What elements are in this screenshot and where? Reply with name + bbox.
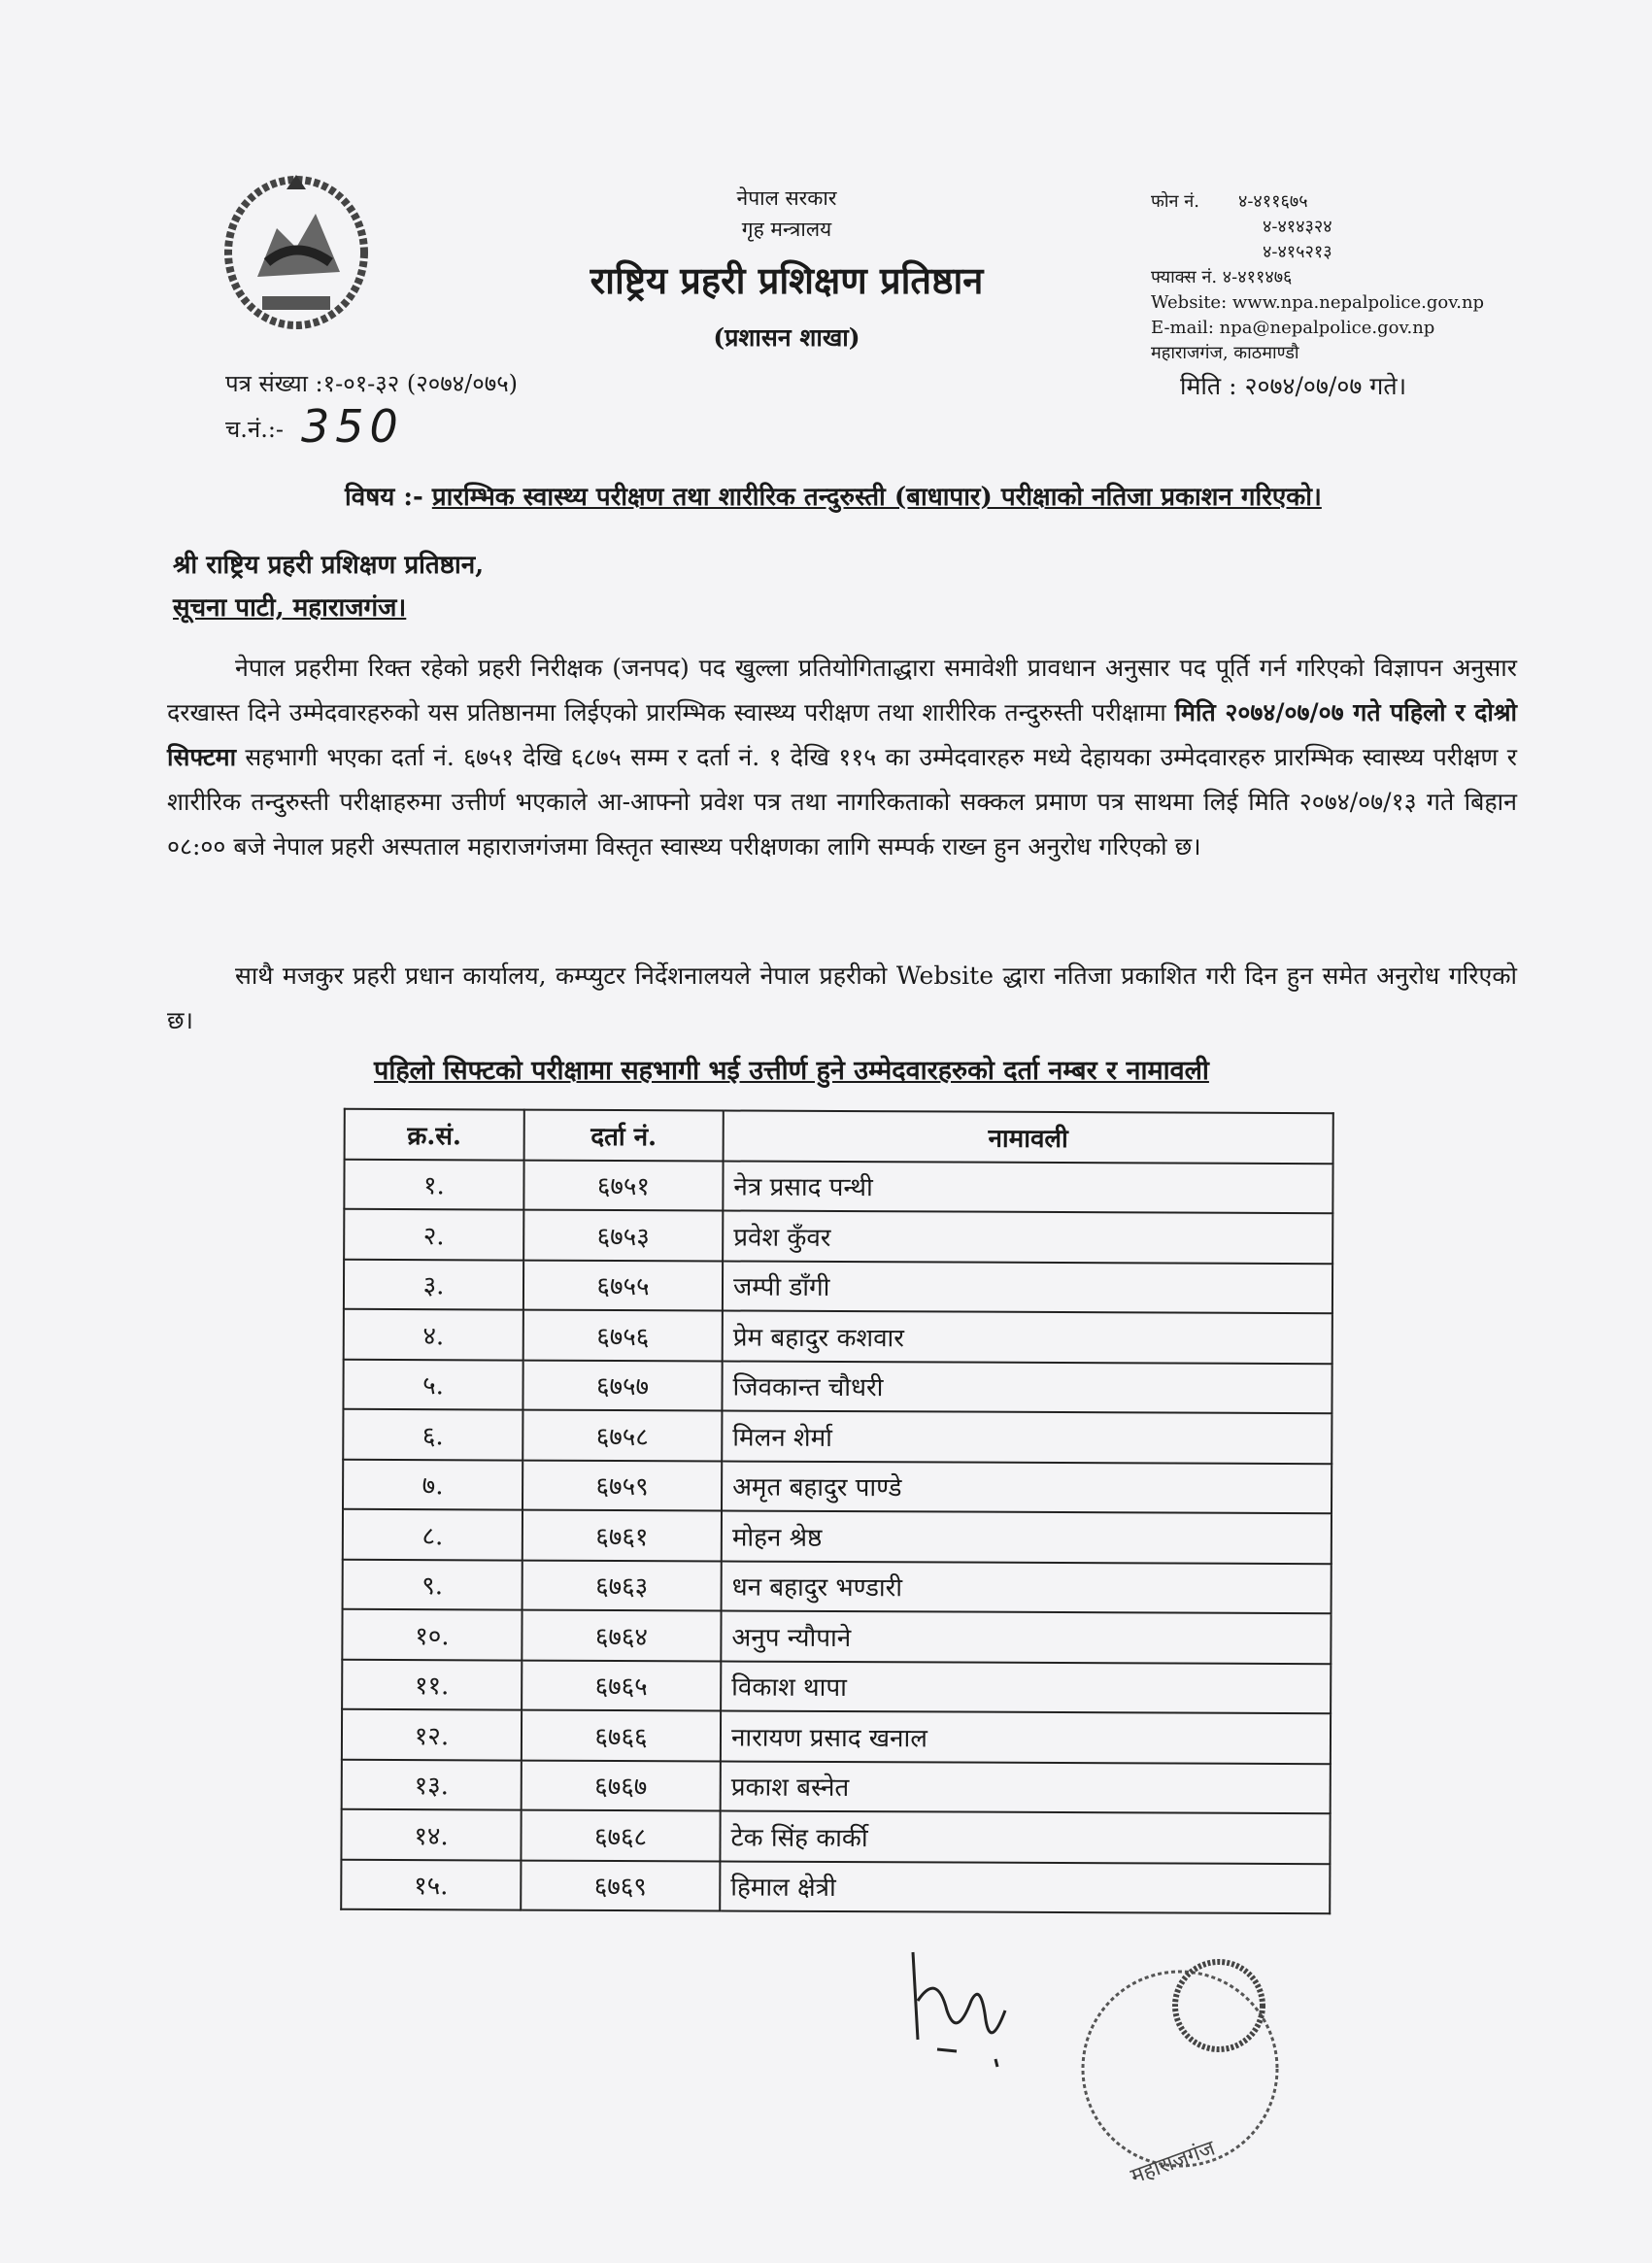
cell-roll-number: ६७५५ bbox=[523, 1260, 723, 1310]
addressee-line-1: श्री राष्ट्रिय प्रहरी प्रशिक्षण प्रतिष्ठान, bbox=[173, 551, 485, 580]
cell-serial: ११. bbox=[342, 1659, 522, 1709]
table-row bbox=[343, 1409, 1332, 1464]
cell-serial: १३. bbox=[342, 1759, 522, 1809]
cell-name: अमृत बहादुर पाण्डे bbox=[722, 1461, 1332, 1513]
cell-roll-number: ६७५७ bbox=[523, 1360, 722, 1410]
table-row bbox=[342, 1759, 1331, 1813]
column-header-name: नामावली bbox=[724, 1110, 1333, 1163]
addressee bbox=[173, 544, 484, 629]
table-row bbox=[341, 1809, 1330, 1864]
subject-text: प्रारम्भिक स्वास्थ्य परीक्षण तथा शारीरिक तन्दुरुस्ती (बाधापार) परीक्षाको नतिजा प्रकाशन गरिएको। bbox=[431, 483, 1322, 512]
cell-name: मिलन शेर्मा bbox=[722, 1410, 1332, 1463]
cell-roll-number: ६७५६ bbox=[523, 1310, 723, 1361]
cell-roll-number: ६७६६ bbox=[522, 1710, 721, 1761]
cell-name: मोहन श्रेष्ठ bbox=[722, 1510, 1332, 1563]
phone-3: ४-४१५२१३ bbox=[1263, 242, 1332, 262]
table-row bbox=[344, 1309, 1332, 1364]
cell-name: प्रकाश बस्नेत bbox=[721, 1761, 1331, 1813]
cell-serial: १४. bbox=[341, 1809, 521, 1860]
results-table bbox=[340, 1108, 1334, 1914]
table-row bbox=[341, 1859, 1330, 1913]
office-stamp bbox=[1073, 1938, 1287, 2200]
email-link[interactable]: E-mail: npa@nepalpolice.gov.np bbox=[1151, 318, 1435, 338]
cell-roll-number: ६७६१ bbox=[523, 1510, 722, 1561]
cell-serial: ४. bbox=[344, 1309, 523, 1360]
table-row bbox=[344, 1259, 1332, 1313]
cell-name: विकाश थापा bbox=[721, 1661, 1331, 1713]
cell-roll-number: ६७६९ bbox=[521, 1860, 720, 1910]
table-row bbox=[343, 1359, 1332, 1413]
letter-number: पत्र संख्या :१-०१-३२ (२०७४/०७५) bbox=[225, 370, 519, 397]
addressee-line-2: सूचना पाटी, महाराजगंज। bbox=[173, 593, 407, 623]
column-header-serial: क्र.सं. bbox=[345, 1109, 524, 1160]
p1-bold-date: मिति २०७४/०७/०७ गते पहिलो र दोश्रो सिफ्टमा bbox=[167, 698, 1518, 771]
cell-roll-number: ६७६३ bbox=[523, 1560, 722, 1610]
table-heading: पहिलो सिफ्टको परीक्षामा सहभागी भई उत्तीर्ण हुने उम्मेदवारहरुको दर्ता नम्बर र नामावली bbox=[374, 1056, 1209, 1086]
subject-label: विषय :- bbox=[345, 483, 423, 512]
cell-name: नेत्र प्रसाद पन्थी bbox=[723, 1161, 1332, 1213]
branch-name: (प्रशासन शाखा) bbox=[713, 323, 860, 352]
phone-1: ४-४११६७५ bbox=[1237, 191, 1308, 212]
p1-part-c: सहभागी भएका दर्ता नं. ६७५१ देखि ६८७५ सम्म र दर्ता नं. १ देखि ११५ का उम्मेदवारहरु मध्ये देहायका उम्मेदवारहरु प्रारम्भिक स्वास्थ्य परीक्षण र शारीरिक तन्दुरुस्ती परीक्षाहरुमा उत्तीर्ण भएकाले आ-आफ्नो प्रवेश पत्र तथा नागरिकताको सक्कल प्रमाण पत्र साथमा लिई मिति २०७४/०७/१३ गते बिहान ०८:०० बजे नेपाल प्रहरी अस्पताल महाराजगंजमा विस्तृत स्वास्थ्य परीक्षणका लागि सम्पर्क राख्न हुन अनुरोध गरिएको छ। bbox=[167, 743, 1517, 861]
organization-title: राष्ट्रिय प्रहरी प्रशिक्षण प्रतिष्ठान bbox=[590, 258, 984, 302]
body-paragraph-2: साथै मजकुर प्रहरी प्रधान कार्यालय, कम्प्युटर निर्देशनालयले नेपाल प्रहरीको Website द्धारा नतिजा प्रकाशित गरी दिन हुन समेत अनुरोध गरिएको छ। bbox=[167, 962, 1517, 1034]
cell-name: हिमाल क्षेत्री bbox=[720, 1861, 1330, 1913]
dispatch-label: च.नं.:- bbox=[225, 416, 285, 443]
cell-serial: ८. bbox=[343, 1509, 523, 1560]
cell-serial: ९. bbox=[343, 1559, 523, 1609]
cell-name: प्रेम बहादुर कशवार bbox=[723, 1310, 1332, 1363]
letter-date: मिति : २०७४/०७/०७ गते। bbox=[1180, 372, 1407, 400]
website-link[interactable]: Website: www.npa.nepalpolice.gov.np bbox=[1151, 292, 1485, 313]
cell-roll-number: ६७६८ bbox=[521, 1810, 720, 1861]
cell-serial: १५. bbox=[341, 1859, 521, 1909]
cell-roll-number: ६७६४ bbox=[522, 1610, 721, 1661]
cell-roll-number: ६७५८ bbox=[523, 1410, 722, 1461]
cell-roll-number: ६७५३ bbox=[523, 1210, 723, 1261]
cell-name: प्रवेश कुँवर bbox=[723, 1210, 1332, 1263]
contact-block bbox=[1151, 189, 1484, 399]
table-row bbox=[344, 1209, 1332, 1264]
dispatch-number-handwritten: 350 bbox=[301, 400, 404, 453]
cell-serial: २. bbox=[344, 1209, 523, 1260]
cell-serial: १०. bbox=[342, 1609, 522, 1660]
cell-serial: ३. bbox=[344, 1259, 523, 1309]
p1-part-a: नेपाल प्रहरीमा रिक्त रहेको प्रहरी निरीक्षक (जनपद) पद खुल्ला प्रतियोगिताद्धारा समावेशी प्रावधान अनुसार पद पूर्ति गर्न गरिएको विज्ञापन अनुसार दरखास्त दिने उम्मेदवारहरुको यस प्रतिष्ठानमा लिईएको प्रारम्भिक स्वास्थ्य परीक्षण तथा शारीरिक तन्दुरुस्ती परीक्षामा bbox=[167, 654, 1517, 726]
fax: फ्याक्स नं. ४-४११४७६ bbox=[1151, 267, 1293, 287]
body-paragraph-1 bbox=[167, 646, 1517, 869]
government-name: नेपाल सरकार bbox=[736, 186, 837, 210]
phone-label: फोन नं. bbox=[1151, 191, 1199, 212]
cell-roll-number: ६७६५ bbox=[522, 1660, 721, 1710]
cell-name: नारायण प्रसाद खनाल bbox=[721, 1710, 1331, 1763]
cell-name: जम्पी डाँगी bbox=[723, 1261, 1332, 1313]
table-row bbox=[343, 1459, 1332, 1513]
cell-serial: १. bbox=[344, 1159, 523, 1209]
table-row bbox=[343, 1509, 1332, 1564]
nepal-emblem-logo bbox=[219, 170, 374, 330]
ministry-name: गृह मन्त्रालय bbox=[741, 218, 832, 241]
cell-roll-number: ६७५९ bbox=[523, 1460, 722, 1510]
cell-serial: १२. bbox=[342, 1709, 522, 1760]
cell-name: धन बहादुर भण्डारी bbox=[722, 1561, 1332, 1613]
cell-roll-number: ६७५१ bbox=[523, 1160, 723, 1210]
cell-roll-number: ६७६७ bbox=[522, 1760, 721, 1810]
cell-serial: ७. bbox=[343, 1459, 523, 1509]
cell-name: टेक सिंह कार्की bbox=[720, 1810, 1330, 1863]
subject-line bbox=[345, 478, 1322, 513]
cell-name: अनुप न्यौपाने bbox=[721, 1610, 1331, 1663]
table-row bbox=[342, 1709, 1331, 1764]
table-row bbox=[342, 1609, 1331, 1664]
table-row bbox=[344, 1159, 1332, 1213]
cell-serial: ६. bbox=[343, 1409, 523, 1460]
office-address: महाराजगंज, काठमाण्डौ bbox=[1151, 343, 1299, 363]
column-header-roll: दर्ता नं. bbox=[524, 1110, 724, 1161]
cell-name: जिवकान्त चौधरी bbox=[722, 1361, 1332, 1413]
table-row bbox=[343, 1559, 1332, 1613]
table-row bbox=[342, 1659, 1331, 1713]
cell-serial: ५. bbox=[343, 1359, 523, 1409]
signature bbox=[898, 1942, 1025, 2069]
stamp-text: महाराजगंज bbox=[1128, 2136, 1219, 2189]
phone-2: ४-४१४३२४ bbox=[1263, 217, 1332, 237]
